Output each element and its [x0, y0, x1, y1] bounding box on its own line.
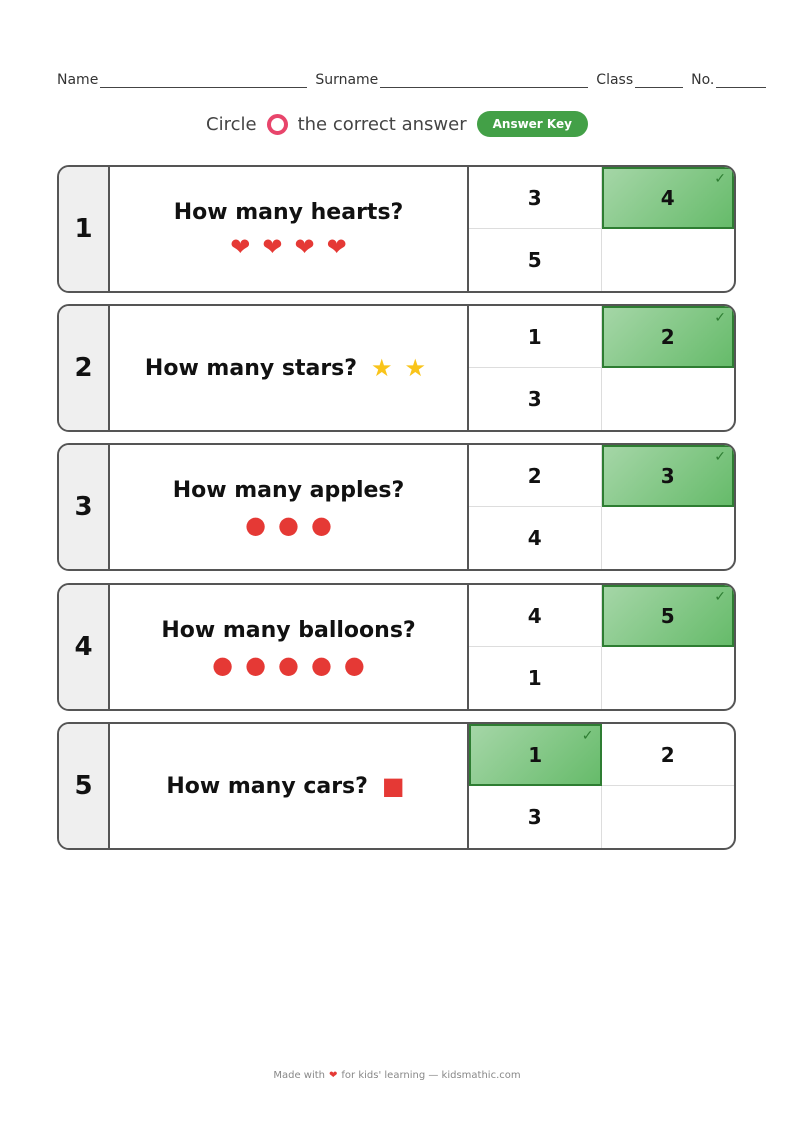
- question-line: [166, 774, 410, 799]
- answer-value: 5: [527, 248, 542, 272]
- answer-option-correct[interactable]: [469, 724, 602, 786]
- answer-options: [469, 306, 734, 430]
- answer-option[interactable]: [469, 306, 602, 368]
- star-icon: ★: [404, 354, 427, 382]
- check-icon: ✓: [714, 310, 726, 326]
- heart-icon: ❤: [326, 232, 347, 261]
- no-label: No.: [691, 72, 715, 88]
- question-cell: [110, 724, 469, 848]
- question-text: How many balloons?: [161, 617, 416, 643]
- question-card: [57, 165, 736, 293]
- class-field[interactable]: [596, 72, 683, 88]
- question-cell: [110, 306, 469, 430]
- answer-value: 5: [660, 604, 675, 628]
- question-card: [57, 722, 736, 850]
- answer-option[interactable]: [469, 445, 602, 507]
- footer: [0, 1070, 794, 1081]
- answer-options: [469, 445, 734, 569]
- answer-option-correct[interactable]: [602, 445, 735, 507]
- answer-option[interactable]: [602, 724, 735, 786]
- heart-icon: ❤: [230, 232, 251, 261]
- question-number: 1: [59, 167, 110, 291]
- name-line[interactable]: [100, 73, 307, 88]
- apple-icon: ●: [245, 510, 267, 539]
- answer-option[interactable]: [469, 647, 602, 709]
- check-icon: ✓: [581, 728, 594, 744]
- circle-icon: [267, 114, 288, 135]
- instruction: [0, 111, 794, 137]
- no-field[interactable]: [691, 72, 766, 88]
- question-icons: [224, 232, 352, 261]
- answer-value: 1: [528, 743, 543, 767]
- answer-value: 4: [527, 603, 542, 628]
- answer-options: [469, 167, 734, 291]
- balloon-icon: ●: [245, 650, 267, 679]
- answer-value: 3: [660, 464, 675, 488]
- question-line: [174, 200, 404, 225]
- class-label: Class: [596, 72, 634, 88]
- answer-value: 4: [527, 526, 542, 550]
- answer-value: 3: [527, 185, 542, 210]
- instruction-before: Circle: [206, 113, 257, 135]
- question-number: 4: [59, 585, 110, 709]
- answer-option: [602, 786, 735, 848]
- balloon-icon: ●: [212, 650, 234, 679]
- answer-value: 3: [527, 805, 542, 829]
- name-label: Name: [57, 72, 99, 88]
- answer-option: [602, 229, 735, 291]
- answer-option[interactable]: [469, 585, 602, 647]
- heart-icon: ❤: [329, 1070, 338, 1081]
- name-field[interactable]: [57, 72, 307, 88]
- question-cell: [110, 167, 469, 291]
- question-icons: [239, 510, 338, 539]
- question-line: [173, 478, 405, 503]
- apple-icon: ●: [278, 510, 299, 539]
- answer-option[interactable]: [469, 507, 602, 569]
- question-text: How many cars?: [166, 773, 368, 799]
- answer-options: [469, 724, 734, 848]
- footer-before: Made with: [273, 1070, 326, 1081]
- answer-option[interactable]: [469, 786, 602, 848]
- question-card: [57, 583, 736, 711]
- answer-key-badge: Answer Key: [477, 111, 588, 137]
- balloon-icon: ●: [310, 650, 332, 679]
- question-card: [57, 304, 736, 432]
- question-icons: [206, 650, 371, 679]
- answer-option[interactable]: [469, 368, 602, 430]
- answer-option[interactable]: [469, 167, 602, 229]
- question-line: [161, 618, 415, 643]
- surname-field[interactable]: [315, 72, 588, 88]
- answer-value: 1: [527, 666, 542, 690]
- question-text: How many stars?: [144, 355, 358, 381]
- question-number: 2: [59, 306, 110, 430]
- answer-option[interactable]: [469, 229, 602, 291]
- question-number: 3: [59, 445, 110, 569]
- car-icon: ■: [381, 772, 405, 800]
- answer-value: 4: [660, 186, 675, 210]
- answer-option-correct[interactable]: [602, 167, 735, 229]
- question-cell: [110, 585, 469, 709]
- surname-label: Surname: [315, 72, 379, 88]
- answer-value: 2: [527, 463, 542, 488]
- heart-icon: ❤: [294, 232, 315, 261]
- answer-option: [602, 647, 735, 709]
- apple-icon: ●: [310, 510, 332, 539]
- answer-option: [602, 507, 735, 569]
- student-info-header: [57, 68, 773, 88]
- balloon-icon: ●: [343, 650, 365, 679]
- question-line: [145, 356, 432, 381]
- footer-after: for kids' learning — kidsmathic.com: [341, 1070, 521, 1081]
- answer-option-correct[interactable]: [602, 585, 735, 647]
- heart-icon: ❤: [262, 232, 283, 261]
- check-icon: ✓: [714, 449, 726, 465]
- question-card: [57, 443, 736, 571]
- class-line[interactable]: [635, 73, 683, 88]
- check-icon: ✓: [714, 171, 726, 187]
- question-number: 5: [59, 724, 110, 848]
- answer-value: 3: [527, 387, 542, 411]
- answer-option: [602, 368, 735, 430]
- question-icons: [365, 356, 432, 380]
- instruction-after: the correct answer: [297, 113, 467, 135]
- answer-option-correct[interactable]: [602, 306, 735, 368]
- surname-line[interactable]: [380, 73, 588, 88]
- question-text: How many apples?: [172, 477, 405, 503]
- answer-value: 2: [660, 325, 675, 349]
- no-line[interactable]: [716, 73, 766, 88]
- star-icon: ★: [371, 354, 393, 382]
- question-icons: [376, 774, 411, 798]
- check-icon: ✓: [714, 589, 726, 605]
- question-cell: [110, 445, 469, 569]
- answer-options: [469, 585, 734, 709]
- answer-value: 2: [660, 742, 675, 767]
- balloon-icon: ●: [278, 650, 299, 679]
- answer-value: 1: [527, 324, 542, 349]
- question-text: How many hearts?: [173, 199, 404, 225]
